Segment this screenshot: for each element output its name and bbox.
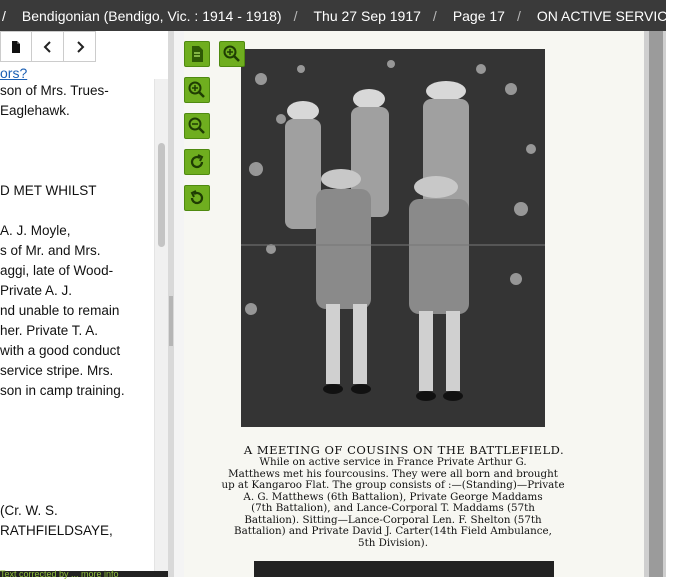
zoom-out-icon xyxy=(187,116,207,136)
caption-line: up at Kangaroo Flat. The group consists of :—(Standing)—Private xyxy=(221,479,565,491)
article-text-line xyxy=(0,421,150,441)
article-body xyxy=(0,81,150,541)
breadcrumb-separator: / xyxy=(432,7,437,24)
fit-page-icon xyxy=(187,44,207,64)
chevron-left-icon xyxy=(41,40,55,54)
article-text-line: (Cr. W. S. xyxy=(0,503,58,518)
breadcrumb-title[interactable]: Bendigonian (Bendigo, Vic. : 1914 - 1918) xyxy=(21,7,282,24)
chevron-right-icon xyxy=(73,40,87,54)
rotate-left-icon xyxy=(187,188,207,208)
breadcrumb-root[interactable]: / xyxy=(2,7,6,24)
article-text-line xyxy=(0,461,150,481)
caption-line: (7th Battalion), and Lance-Corporal T. Maddams (57th xyxy=(251,502,535,514)
article-text-line: aggi, late of Wood- xyxy=(0,263,114,278)
article-text-line xyxy=(0,401,150,421)
scrollbar-thumb[interactable] xyxy=(158,143,165,247)
zoom-button[interactable] xyxy=(219,41,245,67)
caption-line: A. G. Matthews (6th Battalion), Private George Maddams xyxy=(243,490,543,503)
article-text-line xyxy=(0,141,150,161)
caption-text xyxy=(200,457,586,549)
article-photo xyxy=(241,49,545,427)
breadcrumb-date[interactable]: Thu 27 Sep 1917 xyxy=(313,7,421,24)
caption-line: 5th Division). xyxy=(358,536,428,549)
caption-line: Battalion) and Private David J. Carter(14th Field Ambulance, xyxy=(234,525,552,537)
rotate-right-button[interactable] xyxy=(184,149,210,175)
panel-footer: Text corrected by ... more info xyxy=(0,571,168,577)
breadcrumb-separator: / xyxy=(293,7,298,24)
caption-line: While on active service in France Private Arthur G. xyxy=(259,456,527,468)
resizer-grip[interactable] xyxy=(169,296,173,346)
article-text-panel xyxy=(0,31,169,577)
rotate-left-button[interactable] xyxy=(184,185,210,211)
article-text-line: son in camp training. xyxy=(0,383,125,398)
breadcrumb-separator: / xyxy=(516,7,521,24)
fit-page-button[interactable] xyxy=(184,41,210,67)
article-text-line: son of Mrs. Trues- xyxy=(0,83,109,98)
article-text-line xyxy=(0,481,150,501)
article-toolbar xyxy=(0,31,96,61)
article-text-line: s of Mr. and Mrs. xyxy=(0,243,101,258)
breadcrumb-page[interactable]: Page 17 xyxy=(452,7,505,24)
caption-line: Matthews met his fourcousins. They were all born and brought xyxy=(228,467,558,480)
caption-line: Battalion). Sitting—Lance-Corporal Len. F. Shelton (57th xyxy=(244,513,542,526)
next-button[interactable] xyxy=(63,31,96,62)
zoom-icon xyxy=(222,44,242,64)
article-text-line: A. J. Moyle, xyxy=(0,223,71,238)
article-text-line xyxy=(0,201,150,221)
zoom-in-icon xyxy=(187,80,207,100)
breadcrumb-bar xyxy=(0,0,681,31)
article-text-line: Private A. J. xyxy=(0,283,73,298)
document-button[interactable] xyxy=(0,31,32,62)
article-text-line xyxy=(0,441,150,461)
article-text-line: nd unable to remain xyxy=(0,303,120,318)
article-text-line xyxy=(0,161,150,181)
rotate-right-icon xyxy=(187,152,207,172)
article-text-line: service stripe. Mrs. xyxy=(0,363,114,378)
zoom-out-button[interactable] xyxy=(184,113,210,139)
help-link[interactable]: ors? xyxy=(0,65,28,81)
article-text-line xyxy=(0,121,150,141)
document-icon xyxy=(9,40,23,54)
article-text-line: D MET WHILST xyxy=(0,183,97,198)
article-text-line: Eaglehawk. xyxy=(0,103,70,118)
page-edge-shadow xyxy=(649,31,663,577)
newspaper-page xyxy=(184,31,644,577)
article-text-line: with a good conduct xyxy=(0,343,121,358)
next-photo-strip xyxy=(254,561,554,577)
page-image-viewer[interactable] xyxy=(174,31,666,577)
breadcrumb-article: ON ACTIVE SERVICE. xyxy=(536,7,681,24)
article-text-line: RATHFIELDSAYE, xyxy=(0,523,113,538)
previous-button[interactable] xyxy=(31,31,64,62)
article-text-line: her. Private T. A. xyxy=(0,323,99,338)
zoom-in-button[interactable] xyxy=(184,77,210,103)
caption-heading: A MEETING OF COUSINS ON THE BATTLEFIELD. xyxy=(243,443,565,457)
